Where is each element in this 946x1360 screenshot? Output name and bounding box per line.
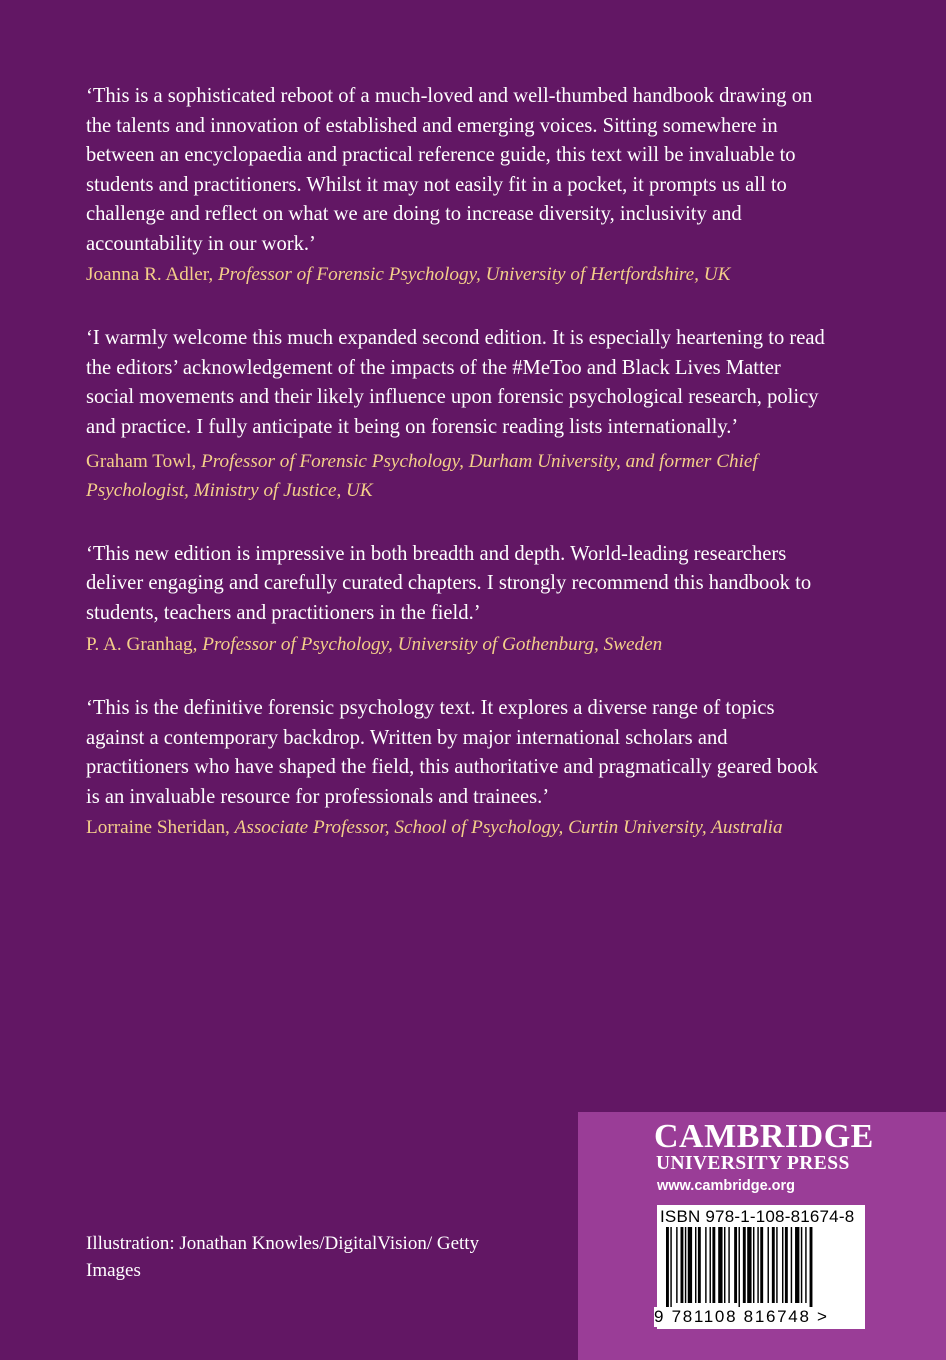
barcode xyxy=(666,1227,856,1309)
publisher-name: CAMBRIDGE xyxy=(654,1118,874,1155)
endorser-name: Joanna R. Adler, xyxy=(86,263,214,285)
barcode-bar xyxy=(810,1227,813,1309)
endorsement xyxy=(86,694,826,843)
barcode-bar xyxy=(676,1227,677,1303)
barcode-bar xyxy=(712,1227,715,1303)
barcode-bar xyxy=(801,1227,802,1303)
barcode-bar xyxy=(710,1227,711,1303)
barcode-bar xyxy=(728,1227,729,1303)
barcode-bar xyxy=(718,1227,722,1303)
barcode-bar xyxy=(739,1227,740,1309)
barcode-bar xyxy=(776,1227,777,1303)
endorsement-quote: ‘This is a sophisticated reboot of a much-loved and well-thumbed handbook drawing on the talents and innovation of established and emerging voices. Sitting somewhere in between an encyclopaedia and practical reference guide, this text will be invaluable to students and practitioners. Whilst it may not easily fit in a pocket, it prompts us all to challenge and reflect on what we are doing to increase diversity, inclusivity and accountability in our work.’ xyxy=(86,85,813,255)
endorsement xyxy=(86,540,826,659)
barcode-bar xyxy=(695,1227,696,1303)
barcode-bar xyxy=(791,1227,792,1303)
endorser-role: Professor of Forensic Psychology, University of Hertfordshire, UK xyxy=(217,263,731,285)
barcode-bar xyxy=(772,1227,775,1303)
endorsements xyxy=(86,82,826,878)
barcode-bar xyxy=(670,1227,671,1309)
publisher-url: www.cambridge.org xyxy=(657,1178,796,1194)
barcode-bar xyxy=(757,1227,758,1303)
barcode-bar xyxy=(785,1227,788,1303)
barcode-bar xyxy=(805,1227,806,1303)
barcode-bar xyxy=(753,1227,754,1303)
barcode-bar xyxy=(688,1227,692,1303)
endorsement-quote: ‘I warmly welcome this much expanded second edition. It is especially heartening to read the editors’ acknowledgement of the impacts of the #MeToo and Black Lives Matter social movements and their likely influence upon forensic psychological research, policy and practice. I fully anticipate it being on forensic reading lists internationally.’ xyxy=(86,327,825,438)
endorsement xyxy=(86,324,826,506)
publisher-press: UNIVERSITY PRESS xyxy=(656,1153,850,1174)
barcode-bar xyxy=(747,1227,751,1303)
barcode-bar xyxy=(698,1227,701,1303)
barcode-bar xyxy=(685,1227,686,1303)
endorser-name: P. A. Granhag, xyxy=(86,633,198,655)
endorsement-attribution xyxy=(86,813,826,843)
endorser-name: Graham Towl, xyxy=(86,450,197,472)
barcode-bar xyxy=(734,1227,737,1303)
endorser-name: Lorraine Sheridan, xyxy=(86,817,230,839)
endorsement-attribution xyxy=(86,630,826,660)
barcode-bar xyxy=(782,1227,783,1303)
barcode-bar xyxy=(795,1227,799,1303)
barcode-bar xyxy=(760,1227,763,1303)
endorsement-quote: ‘This new edition is impressive in both breadth and depth. World-leading researchers deliver engaging and carefully curated chapters. I strongly recommend this handbook to students, teachers and practitioners in the field.’ xyxy=(86,542,812,624)
illustration-credit: Illustration: Jonathan Knowles/DigitalVision/ Getty Images xyxy=(86,1233,480,1281)
barcode-digits: 9 781108 816748 > xyxy=(654,1307,829,1326)
endorsement-quote: ‘This is the definitive forensic psychology text. It explores a diverse range of topics against a contemporary backdrop. Written by major international scholars and practitioners who have shaped the field, this authoritative and pragmatically geared book is an invaluable resource for professionals and trainees.’ xyxy=(86,697,818,808)
endorser-role: Associate Professor, School of Psychology, Curtin University, Australia xyxy=(234,817,783,839)
barcode-bar xyxy=(705,1227,706,1303)
endorsement xyxy=(86,82,826,289)
endorser-role: Professor of Forensic Psychology, Durham University, and former Chief Psychologist, Ministry of Justice, UK xyxy=(86,450,758,502)
barcode-bar xyxy=(681,1227,684,1303)
endorsement-attribution xyxy=(86,260,826,290)
barcode-bar xyxy=(666,1227,669,1309)
endorsement-attribution xyxy=(86,447,826,506)
barcode-bar xyxy=(743,1227,746,1303)
barcode-bar xyxy=(724,1227,725,1303)
endorser-role: Professor of Psychology, University of Gothenburg, Sweden xyxy=(202,633,663,655)
barcode-bar xyxy=(768,1227,769,1303)
isbn-label: ISBN 978-1-108-81674-8 xyxy=(660,1207,855,1226)
